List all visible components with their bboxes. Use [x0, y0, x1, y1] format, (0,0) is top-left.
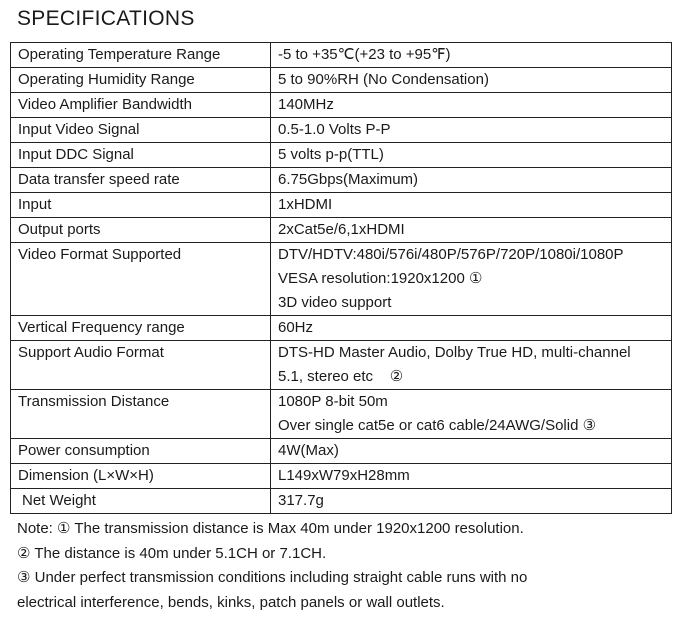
spec-row-vertical-frequency [11, 316, 672, 341]
spec-value [271, 243, 672, 316]
spec-value [271, 439, 672, 464]
spec-row-operating-temperature [11, 43, 672, 68]
spec-label: Support Audio Format [11, 341, 271, 390]
spec-value-line: 0.5-1.0 Volts P-P [278, 121, 391, 138]
spec-row-output-ports [11, 218, 672, 243]
spec-label: Operating Humidity Range [11, 68, 271, 93]
spec-row-input [11, 193, 672, 218]
spec-value [271, 93, 672, 118]
spec-value [271, 390, 672, 439]
spec-label: Net Weight [11, 489, 271, 514]
footnote-line: ③ Under perfect transmission conditions including straight cable runs with no [17, 569, 528, 586]
spec-row-operating-humidity [11, 68, 672, 93]
spec-value-line: 5.1, stereo etc ② [278, 368, 404, 385]
spec-value-line: 140MHz [278, 96, 334, 113]
spec-value [271, 68, 672, 93]
spec-value-line: 2xCat5e/6,1xHDMI [278, 221, 405, 238]
spec-value [271, 218, 672, 243]
spec-value-line: 5 to 90%RH (No Condensation) [278, 71, 489, 88]
spec-label: Data transfer speed rate [11, 168, 271, 193]
spec-value-line: 4W(Max) [278, 442, 339, 459]
spec-label: Video Amplifier Bandwidth [11, 93, 271, 118]
spec-value [271, 118, 672, 143]
spec-label: Operating Temperature Range [11, 43, 271, 68]
spec-row-data-transfer-speed [11, 168, 672, 193]
spec-value-line: 1xHDMI [278, 196, 333, 213]
spec-label: Transmission Distance [11, 390, 271, 439]
spec-value-line: 60Hz [278, 319, 314, 336]
spec-value-line: Over single cat5e or cat6 cable/24AWG/Solid ③ [278, 417, 597, 434]
spec-label: Power consumption [11, 439, 271, 464]
spec-row-audio-format [11, 341, 672, 390]
spec-label: Input DDC Signal [11, 143, 271, 168]
spec-row-dimension [11, 464, 672, 489]
spec-value [271, 316, 672, 341]
page-title: SPECIFICATIONS [17, 7, 195, 30]
spec-row-video-format [11, 243, 672, 316]
spec-value-line: 6.75Gbps(Maximum) [278, 171, 419, 188]
spec-value-line: DTS-HD Master Audio, Dolby True HD, multi-channel [278, 344, 631, 361]
spec-value-line: 1080P 8-bit 50m [278, 393, 388, 410]
spec-value-line: 317.7g [278, 492, 324, 509]
footnote-line: electrical interference, bends, kinks, patch panels or wall outlets. [17, 593, 445, 611]
spec-value-line: 3D video support [278, 294, 392, 311]
spec-value-line: 5 volts p-p(TTL) [278, 146, 384, 163]
footnote-line: Note: ① The transmission distance is Max 40m under 1920x1200 resolution. [17, 520, 524, 537]
spec-row-video-amplifier-bandwidth [11, 93, 672, 118]
spec-value [271, 43, 672, 68]
spec-value [271, 464, 672, 489]
spec-value [271, 193, 672, 218]
spec-row-input-ddc-signal [11, 143, 672, 168]
spec-label: Output ports [11, 218, 271, 243]
spec-value [271, 489, 672, 514]
spec-value [271, 143, 672, 168]
spec-label: Dimension (L×W×H) [11, 464, 271, 489]
spec-value-line: DTV/HDTV:480i/576i/480P/576P/720P/1080i/1080P [278, 246, 624, 263]
spec-row-net-weight [11, 489, 672, 514]
footnotes [17, 517, 527, 615]
spec-value [271, 341, 672, 390]
spec-label: Video Format Supported [11, 243, 271, 316]
spec-row-transmission-distance [11, 390, 672, 439]
spec-label: Input [11, 193, 271, 218]
specifications-table [10, 42, 672, 514]
spec-label: Input Video Signal [11, 118, 271, 143]
spec-row-input-video-signal [11, 118, 672, 143]
spec-value-line: -5 to +35℃(+23 to +95℉) [278, 46, 451, 63]
spec-row-power-consumption [11, 439, 672, 464]
spec-label: Vertical Frequency range [11, 316, 271, 341]
spec-value-line: VESA resolution:1920x1200 ① [278, 270, 483, 287]
spec-value-line: L149xW79xH28mm [278, 467, 410, 484]
spec-value [271, 168, 672, 193]
footnote-line: ② The distance is 40m under 5.1CH or 7.1CH. [17, 544, 327, 562]
